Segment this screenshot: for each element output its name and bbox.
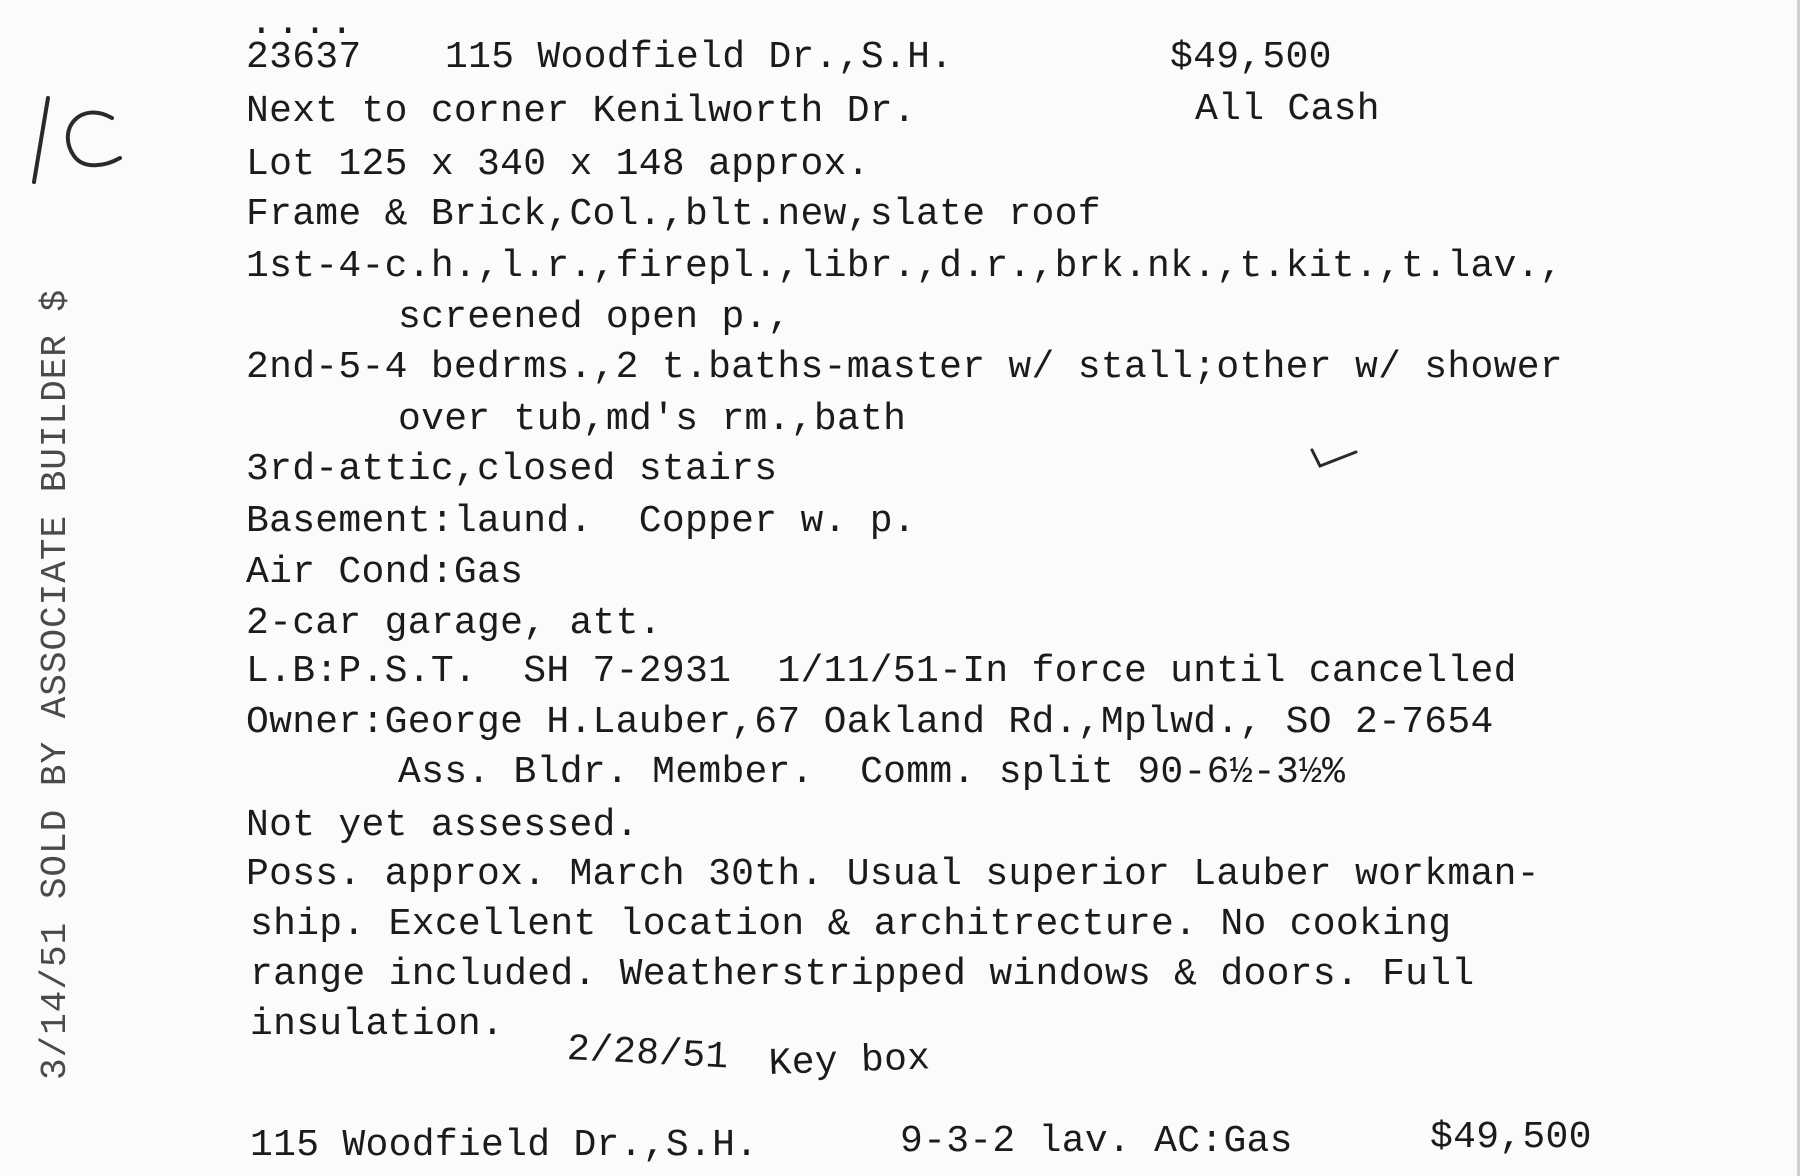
third-floor: 3rd-attic,closed stairs	[246, 448, 778, 491]
key-box-note: Key box	[767, 1037, 932, 1086]
owner-line: Owner:George H.Lauber,67 Oakland Rd.,Mplwd., SO 2-7654	[246, 701, 1494, 744]
footer-address: 115 Woodfield Dr.,S.H.	[250, 1124, 759, 1167]
first-floor-rooms-cont: screened open p.,	[398, 296, 791, 339]
basement-details: Basement:laund. Copper w. p.	[246, 500, 917, 543]
footer-price: $49,500	[1430, 1116, 1592, 1159]
second-floor-rooms-cont: over tub,md's rm.,bath	[398, 398, 907, 441]
remarks-line: Poss. approx. March 30th. Usual superior Lauber workman-	[246, 853, 1540, 896]
lot-size: Lot 125 x 340 x 148 approx.	[246, 143, 870, 186]
listing-number: 23637	[246, 36, 362, 79]
air-conditioning: Air Cond:Gas	[246, 551, 524, 594]
construction-details: Frame & Brick,Col.,blt.new,slate roof	[246, 193, 1101, 236]
property-address: 115 Woodfield Dr.,S.H.	[445, 36, 954, 79]
listing-broker-line: L.B:P.S.T. SH 7-2931 1/11/51-In force until cancelled	[246, 650, 1517, 693]
footer-summary: 9-3-2 lav. AC:Gas	[900, 1120, 1293, 1163]
handwritten-code-mark	[20, 90, 150, 190]
checkmark-icon	[1310, 442, 1360, 472]
remarks-line: ship. Excellent location & architrecture. No cooking	[250, 903, 1452, 946]
key-box-date: 2/28/51	[565, 1028, 730, 1080]
assessment-note: Not yet assessed.	[246, 804, 639, 847]
remarks-line: range included. Weatherstripped windows & doors. Full	[250, 953, 1475, 996]
garage-details: 2-car garage, att.	[246, 602, 662, 645]
owner-line-cont: Ass. Bldr. Member. Comm. split 90-6½-3½%	[398, 751, 1346, 794]
sold-stamp: 3/14/51 SOLD BY ASSOCIATE BUILDER $	[35, 288, 76, 1080]
remarks-line: insulation.	[250, 1003, 505, 1046]
payment-terms: All Cash	[1195, 88, 1380, 131]
asking-price: $49,500	[1170, 36, 1332, 79]
header-dots: ....	[250, 2, 358, 45]
location-note: Next to corner Kenilworth Dr.	[246, 90, 917, 133]
second-floor-rooms: 2nd-5-4 bedrms.,2 t.baths-master w/ stall;other w/ shower	[246, 346, 1563, 389]
first-floor-rooms: 1st-4-c.h.,l.r.,firepl.,libr.,d.r.,brk.nk.,t.kit.,t.lav.,	[246, 245, 1563, 288]
